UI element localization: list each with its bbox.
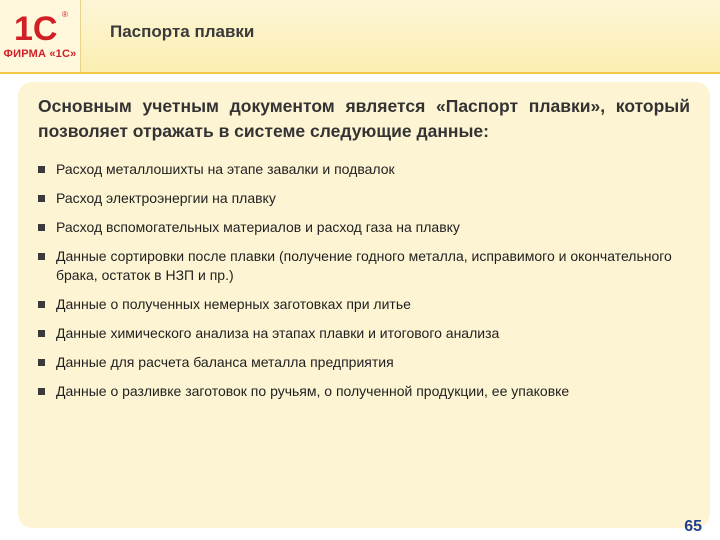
header-divider — [0, 72, 720, 74]
svg-text:®: ® — [62, 10, 68, 19]
company-logo — [0, 0, 81, 72]
bullet-list — [38, 160, 678, 411]
list-item — [38, 324, 678, 343]
logo-mark-text: 1С — [14, 10, 58, 44]
1c-logo-icon — [12, 8, 68, 44]
list-item-text: Данные химического анализа на этапах плавки и итогового анализа — [56, 325, 500, 341]
bullet-icon — [38, 224, 45, 231]
slide-header — [0, 0, 720, 72]
list-item — [38, 189, 678, 208]
bullet-icon — [38, 388, 45, 395]
page-number: 65 — [684, 518, 702, 535]
logo-caption: ФИРМА «1С» — [3, 48, 77, 60]
list-item-text: Данные сортировки после плавки (получение годного металла, исправимого и окончательного брака, остаток в НЗП и пр.) — [56, 248, 672, 283]
list-item-text: Данные для расчета баланса металла предприятия — [56, 354, 394, 370]
list-item-text: Данные о полученных немерных заготовках при литье — [56, 296, 411, 312]
list-item — [38, 382, 678, 401]
list-item-text: Расход металлошихты на этапе завалки и подвалок — [56, 161, 395, 177]
bullet-icon — [38, 253, 45, 260]
bullet-icon — [38, 195, 45, 202]
intro-text: Основным учетным документом является «Паспорт плавки», который позволяет отражать в системе следующие данные: — [38, 96, 690, 141]
list-item-text: Расход вспомогательных материалов и расход газа на плавку — [56, 219, 460, 235]
list-item — [38, 218, 678, 237]
list-item — [38, 247, 678, 285]
list-item — [38, 353, 678, 372]
list-item — [38, 160, 678, 179]
list-item-text: Данные о разливке заготовок по ручьям, о полученной продукции, ее упаковке — [56, 383, 570, 399]
bullet-icon — [38, 166, 45, 173]
content-panel — [18, 82, 710, 528]
bullet-icon — [38, 301, 45, 308]
list-item-text: Расход электроэнергии на плавку — [56, 190, 276, 206]
page-title: Паспорта плавки — [110, 22, 255, 41]
bullet-icon — [38, 359, 45, 366]
bullet-icon — [38, 330, 45, 337]
list-item — [38, 295, 678, 314]
